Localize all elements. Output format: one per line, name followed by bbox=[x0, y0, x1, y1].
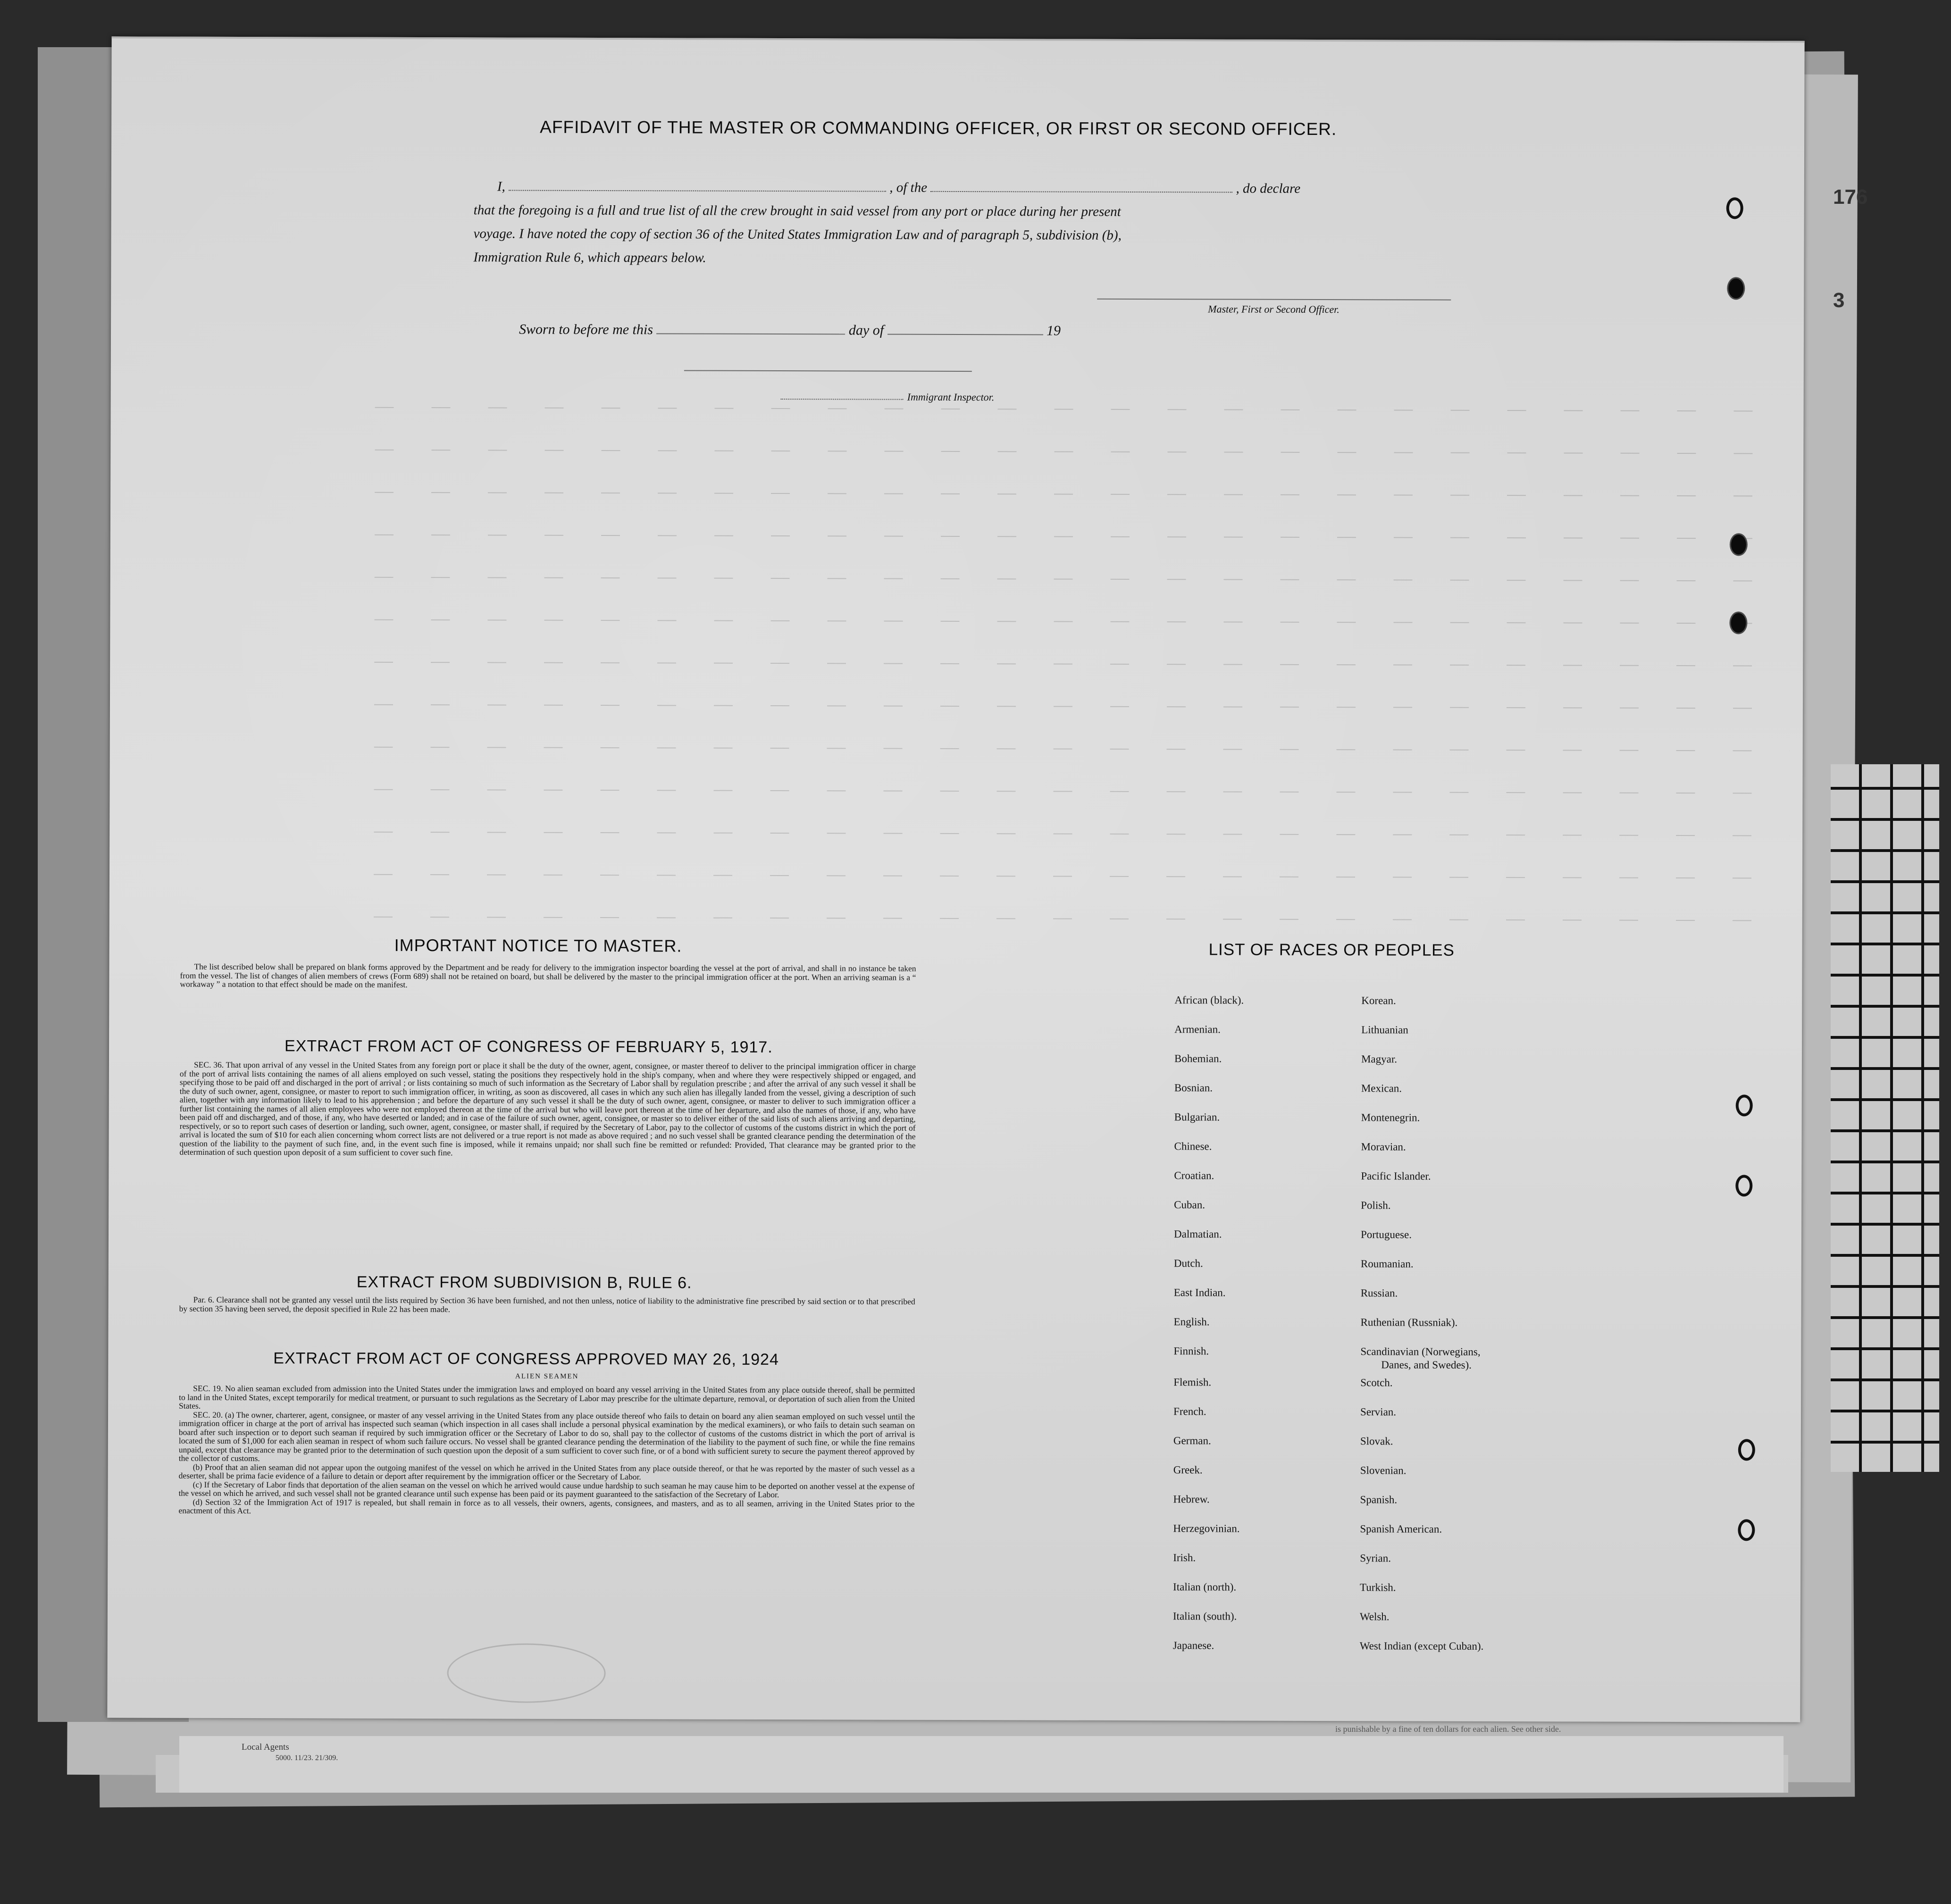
officer-caption: Master, First or Second Officer. bbox=[1208, 303, 1340, 316]
race-item: Polish. bbox=[1361, 1199, 1391, 1211]
sworn-day-field[interactable] bbox=[656, 333, 845, 334]
officer-signature-line[interactable] bbox=[1097, 299, 1451, 301]
extract-1924-paragraph: (d) Section 32 of the Immigration Act of 1917 is repealed, but shall remain in force as to all vessels, their owners, agents, consignees, and masters, and as to all seamen, arriving in the United States prior to the enactment of this Act. bbox=[178, 1497, 915, 1516]
race-item: Pacific Islander. bbox=[1361, 1170, 1431, 1182]
sworn-year: 19 bbox=[1047, 323, 1061, 339]
declarant-name-field[interactable] bbox=[509, 180, 886, 192]
notice-title: IMPORTANT NOTICE TO MASTER. bbox=[394, 935, 682, 956]
extract-rule6-paragraph: Par. 6. Clearance shall not be granted any vessel until the lists required by Section 36 have been furnished, and not then unless, notice of liability to the administrative fine prescribed by said section or to that prescribed by section 35 having been served, the deposit specified in Rule 22 has been made. bbox=[179, 1294, 915, 1314]
race-item: French. bbox=[1173, 1405, 1206, 1418]
race-item: Bohemian. bbox=[1174, 1052, 1222, 1065]
form-footer bbox=[242, 1742, 338, 1763]
bleed-through-row bbox=[374, 874, 1789, 879]
race-item: Korean. bbox=[1361, 994, 1396, 1007]
race-item: Dutch. bbox=[1173, 1257, 1203, 1269]
underlying-bottom-strip bbox=[179, 1736, 1784, 1793]
sworn-prefix: Sworn to before me this bbox=[519, 321, 653, 338]
race-item: Chinese. bbox=[1174, 1140, 1212, 1152]
binder-hole-icon bbox=[1738, 1519, 1755, 1541]
race-item: English. bbox=[1173, 1316, 1210, 1328]
extract-1924-paragraph: SEC. 19. No alien seaman excluded from admission into the United States under the immigration laws and employed on board any vessel arriving in the United States from any place outside thereof, shall be permitted to land in the United States, except temporarily for medical treatment, or pursuant to such regulations as the Secretary of Labor may prescribe for the ultimate departure, removal, or deportation of such alien from the United States. bbox=[179, 1383, 915, 1411]
form-code: 5000. 11/23. 21/309. bbox=[276, 1754, 338, 1762]
affidavit-title: AFFIDAVIT OF THE MASTER OR COMMANDING OFFICER, OR FIRST OR SECOND OFFICER. bbox=[540, 117, 1337, 139]
extract-1924-paragraph: (b) Proof that an alien seaman did not appear upon the outgoing manifest of the vessel on which he arrived in the United States from any place outside thereof, or that he was reported by the master of such vessel as a deserter, shall be prima facie evidence of a failure to detain or deport after requirement by the immigration officer or the Secretary of Labor. bbox=[178, 1462, 915, 1482]
race-item: Moravian. bbox=[1361, 1141, 1406, 1153]
race-item: Japanese. bbox=[1172, 1639, 1214, 1652]
race-item: Turkish. bbox=[1360, 1581, 1396, 1594]
race-item: Dalmatian. bbox=[1174, 1228, 1222, 1240]
inspector-caption: Immigrant Inspector. bbox=[907, 391, 995, 403]
race-item: West Indian (except Cuban). bbox=[1359, 1640, 1484, 1652]
race-item: Italian (south). bbox=[1172, 1610, 1237, 1622]
sworn-day-of: day of bbox=[848, 322, 884, 338]
race-item: Roumanian. bbox=[1360, 1258, 1414, 1270]
race-item: Bulgarian. bbox=[1174, 1111, 1220, 1123]
affidavit-declaration-line bbox=[474, 175, 1535, 201]
vessel-name-field[interactable] bbox=[930, 181, 1232, 193]
binder-hole-icon bbox=[1736, 1094, 1753, 1116]
race-item: Finnish. bbox=[1173, 1345, 1209, 1357]
race-item: Lithuanian bbox=[1361, 1024, 1408, 1036]
penalty-note: is punishable by a fine of ten dollars for each alien. See other side. bbox=[1335, 1724, 1561, 1734]
extract-rule6-text bbox=[179, 1295, 915, 1315]
affidavit-line: that the foregoing is a full and true list of all the crew brought in said vessel from any port or place during her present bbox=[473, 202, 1121, 219]
of-the-label: , of the bbox=[889, 180, 928, 195]
sworn-month-field[interactable] bbox=[888, 334, 1043, 335]
bleed-through-row bbox=[374, 747, 1790, 752]
declarant-prefix: I, bbox=[497, 179, 505, 194]
faint-stamp bbox=[447, 1643, 605, 1703]
race-item: Russian. bbox=[1360, 1287, 1398, 1299]
extract-1917-text bbox=[179, 1061, 916, 1159]
extract-1924-paragraph: (c) If the Secretary of Labor finds that deportation of the alien seaman on the vessel on which he arrived would cause undue hardship to such seaman he may cause him to be deported on another vessel at the expense of the vessel on which he arrived, and such vessel shall not be granted clearance until such expense has been paid or its payment guaranteed to the satisfaction of the Secretary of Labor. bbox=[178, 1479, 915, 1500]
bleed-through-row bbox=[374, 704, 1790, 709]
race-item: Ruthenian (Russniak). bbox=[1360, 1316, 1458, 1328]
affidavit-body bbox=[473, 175, 1535, 272]
race-item: Portuguese. bbox=[1360, 1228, 1412, 1241]
binder-hole-icon bbox=[1738, 1439, 1755, 1461]
race-item: Magyar. bbox=[1361, 1053, 1398, 1065]
extract-1924-paragraph: SEC. 20. (a) The owner, charterer, agent, consignee, or master of any vessel arriving in the United States from any place outside thereof who fails to detain on board any alien seaman employed on such vessel until the immigration officer in charge at the port of arrival has inspected such seaman (which inspection in all cases shall include a personal physical examination by the medical examiners), or who fails to detain such seaman on board after such inspection or to deport such seaman if required by such immigration officer or the Secretary of Labor to do so, shall pay to the collector of customs of the customs district in which the port of arrival is located the sum of $1,000 for each alien seaman in respect of whom such failure occurs. No vessel shall be granted clearance pending the determination of the liability to the payment of such fine, or while the fine remains unpaid, except that clearance may be granted prior to the determination of such question upon the deposit of a sum sufficient to cover such fine, or of a bond with sufficient surety to secure the payment thereof approved by the collector of customs. bbox=[178, 1410, 915, 1463]
extract-rule6-title: EXTRACT FROM SUBDIVISION B, RULE 6. bbox=[356, 1273, 692, 1292]
race-item: Servian. bbox=[1360, 1406, 1397, 1418]
race-item: African (black). bbox=[1174, 994, 1244, 1006]
inspector-signature-line[interactable] bbox=[684, 370, 972, 372]
notice-paragraph: The list described below shall be prepared on blank forms approved by the Department and be ready for delivery to the immigration inspector boarding the vessel at the port of arrival, and shall in no instance be taken from the vessel. The list of changes of alien members of crews (Form 689) shall not be retained on board, but shall be delivered by the master to the principal immigration officer at the port. When an arriving seaman is a “ workaway ” a notation to that effect should be made on the manifest. bbox=[180, 961, 916, 989]
race-item: Slovak. bbox=[1360, 1435, 1393, 1447]
binder-hole-icon bbox=[1729, 611, 1747, 634]
binder-hole-icon bbox=[1735, 1175, 1752, 1196]
race-item: Cuban. bbox=[1174, 1199, 1206, 1211]
sheet-number: 176 bbox=[1833, 185, 1868, 209]
bleed-through-row bbox=[374, 917, 1789, 921]
race-item: German. bbox=[1173, 1435, 1211, 1447]
bleed-through-row bbox=[375, 534, 1790, 539]
bleed-through-row bbox=[375, 450, 1790, 454]
affidavit-line: voyage. I have noted the copy of section 36 of the United States Immigration Law and of paragraph 5, subdivision (b), bbox=[473, 226, 1122, 243]
bleed-through-row bbox=[374, 789, 1789, 794]
binder-hole-icon bbox=[1727, 277, 1745, 300]
notice-text bbox=[180, 962, 916, 991]
bleed-through-row bbox=[375, 407, 1791, 412]
binder-hole-icon bbox=[1730, 533, 1748, 556]
extract-1924-subtitle: ALIEN SEAMEN bbox=[515, 1372, 579, 1380]
race-item: Scotch. bbox=[1360, 1377, 1393, 1389]
extract-1924-text bbox=[178, 1384, 915, 1517]
race-item-continuation: Danes, and Swedes). bbox=[1381, 1359, 1472, 1371]
race-item: Herzegovinian. bbox=[1173, 1522, 1240, 1535]
race-item: Italian (north). bbox=[1173, 1581, 1237, 1593]
race-item: Croatian. bbox=[1174, 1169, 1214, 1182]
race-item: Flemish. bbox=[1173, 1376, 1212, 1388]
race-item: Montenegrin. bbox=[1361, 1111, 1420, 1124]
extract-1917-title: EXTRACT FROM ACT OF CONGRESS OF FEBRUARY 5, 1917. bbox=[285, 1037, 773, 1056]
race-item: Armenian. bbox=[1174, 1023, 1221, 1036]
race-item: Hebrew. bbox=[1173, 1493, 1210, 1505]
bleed-through-row bbox=[375, 492, 1790, 497]
races-title: LIST OF RACES OR PEOPLES bbox=[1208, 940, 1455, 960]
local-agents-label: Local Agents bbox=[242, 1742, 289, 1752]
inspector-dotted-line bbox=[781, 399, 904, 400]
race-item: Slovenian. bbox=[1360, 1464, 1407, 1477]
race-item: Spanish American. bbox=[1360, 1523, 1442, 1535]
bleed-through-row bbox=[374, 619, 1790, 624]
race-item: Greek. bbox=[1173, 1464, 1203, 1476]
underlying-ruled-grid bbox=[1831, 764, 1939, 1472]
sworn-line bbox=[519, 322, 1061, 339]
affidavit-line: Immigration Rule 6, which appears below. bbox=[473, 250, 706, 266]
bleed-through-row bbox=[374, 832, 1789, 836]
race-item: Scandinavian (Norwegians, bbox=[1360, 1345, 1481, 1358]
extract-1917-paragraph: SEC. 36. That upon arrival of any vessel in the United States from any foreign port or place it shall be the duty of the owner, agent, consignee, or master thereof to deliver to the principal immigration officer in charge of the port of arrival lists containing the names of all aliens employed on such vessel, stating the positions they respectively hold in the ship's company, when and where they were respectively shipped or engaged, and specifying those to be paid off and discharged in the port of arrival ; or lists containing so much of such information as the Secretary of Labor shall by regulation prescribe ; and after the arrival of any such vessel it shall be the duty of such owner, agent, consignee, or master to report to such immigration officer, in writing, as soon as discovered, all cases in which any such alien has illegally landed from the vessel, giving a description of such alien, together with any information likely to lead to his apprehension ; and before the departure of any such vessel it shall be the duty of such owner, agent, consignee, or master to deliver to such immigration officer a further list containing the names of all alien employees who were not employed thereon at the time of the arrival but who will leave port thereon at the time of her departure, and also the names of those, if any, who have been paid off and discharged, and of those, if any, who have deserted or landed; and in case of the failure of such owner, agent, consignee, or master so to deliver either of the said lists of such aliens arriving and departing, respectively, or so to report such cases of desertion or landing, such owner, agent, consignee, or master shall, if required by the Secretary of Labor, pay to the collector of customs of the customs district in which the port of arrival is located the sum of $10 for each alien concerning whom correct lists are not delivered or a true report is not made as above required ; and no such vessel shall be granted clearance pending the determination of the question of the liability to the payment of such fine, and, in the event such fine is imposed, while it remains unpaid; nor shall such fine be remitted or refunded: Provided, That clearance may be granted prior to the determination of such question upon deposit of a sum sufficient to cover such fine. bbox=[179, 1060, 916, 1158]
race-item: Irish. bbox=[1173, 1552, 1196, 1564]
race-item: Syrian. bbox=[1360, 1552, 1391, 1564]
race-item: East Indian. bbox=[1173, 1286, 1226, 1299]
race-item: Mexican. bbox=[1361, 1082, 1402, 1094]
manifest-back-page bbox=[107, 36, 1804, 1722]
race-item: Bosnian. bbox=[1174, 1082, 1213, 1094]
race-item: Spanish. bbox=[1360, 1494, 1398, 1506]
bleed-through-row bbox=[374, 662, 1790, 667]
bleed-through-row bbox=[375, 577, 1790, 582]
race-item: Welsh. bbox=[1359, 1611, 1390, 1623]
do-declare-label: , do declare bbox=[1236, 181, 1301, 196]
extract-1924-title: EXTRACT FROM ACT OF CONGRESS APPROVED MAY 26, 1924 bbox=[273, 1349, 779, 1369]
sheet-number: 3 bbox=[1833, 289, 1845, 312]
binder-hole-icon bbox=[1726, 197, 1743, 219]
